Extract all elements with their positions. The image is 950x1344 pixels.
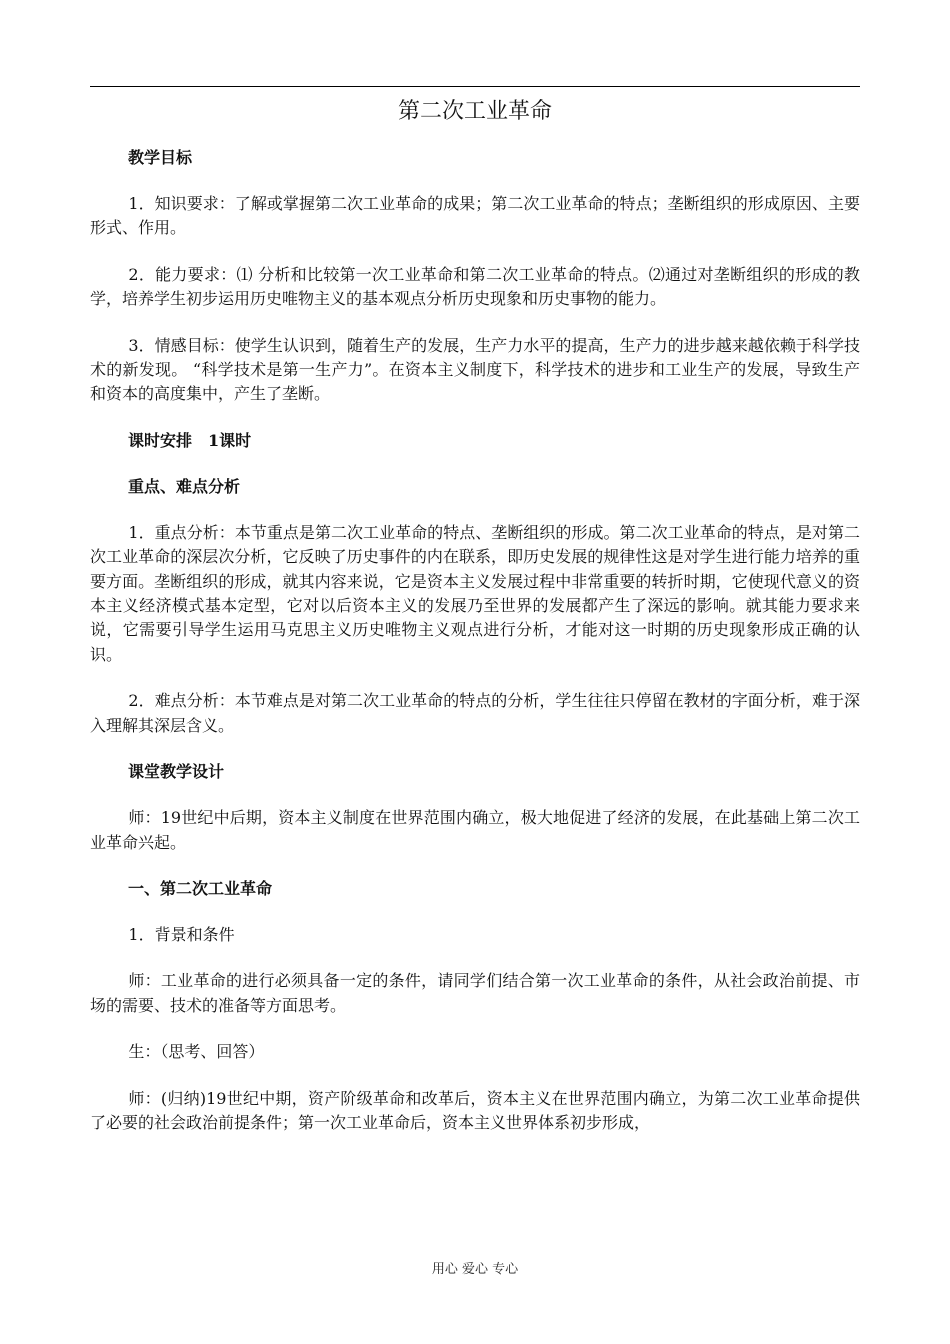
subheading-background: 1．背景和条件	[128, 924, 235, 944]
paragraph-goal-emotion: 3．情感目标：使学生认识到，随着生产的发展，生产力水平的提高，生产力的进步越来越依赖于科学技术的新发现。 “科学技术是第一生产力”。在资本主义制度下，科学技术的进步和工业生产的发展，导致生产和资本的高度集中，产生了垄断。	[90, 335, 860, 404]
document-title: 第二次工业革命	[397, 99, 552, 124]
top-rule	[90, 86, 860, 87]
paragraph-goal-knowledge: 1．知识要求：了解或掌握第二次工业革命的成果；第二次工业革命的特点；垄断组织的形成原因、主要形式、作用。	[90, 194, 860, 238]
document-page	[90, 96, 860, 1157]
paragraph-key-analysis: 1．重点分析：本节重点是第二次工业革命的特点、垄断组织的形成。第二次工业革命的特点，是对第二次工业革命的深层次分析，它反映了历史事件的内在联系，即历史发展的规律性这是对学生进行能力培养的重要方面。垄断组织的形成，就其内容来说，它是资本主义发展过程中非常重要的转折时期，它使现代意义的资本主义经济模式基本定型，它对以后资本主义的发展乃至世界的发展都产生了深远的影响。就其能力要求来说，它需要引导学生运用马克思主义历史唯物主义观点进行分析，才能对这一时期的历史现象形成正确的认识。	[90, 522, 860, 664]
heading-key-difficult-analysis: 重点、难点分析	[128, 476, 241, 496]
paragraph-student-answer: 生：（思考、回答）	[128, 1042, 265, 1062]
paragraph-teacher-summary: 师：(归纳)19世纪中期，资产阶级革命和改革后，资本主义在世界范围内确立，为第二次工业革命提供了必要的社会政治前提条件；第一次工业革命后，资本主义世界体系初步形成，	[90, 1088, 860, 1132]
paragraph-design-intro: 师：19世纪中后期，资本主义制度在世界范围内确立，极大地促进了经济的发展，在此基础上第二次工业革命兴起。	[90, 808, 860, 852]
paragraph-goal-ability: 2．能力要求：⑴ 分析和比较第一次工业革命和第二次工业革命的特点。⑵通过对垄断组织的形成的教学，培养学生初步运用历史唯物主义的基本观点分析历史现象和历史事物的能力。	[90, 264, 860, 309]
paragraph-teacher-question: 师：工业革命的进行必须具备一定的条件，请同学们结合第一次工业革命的条件，从社会政治前提、市场的需要、技术的准备等方面思考。	[90, 971, 860, 1015]
heading-class-design: 课堂教学设计	[128, 762, 225, 782]
paragraph-difficult-analysis: 2．难点分析：本节难点是对第二次工业革命的特点的分析，学生往往只停留在教材的字面分析，难于深入理解其深层含义。	[90, 691, 860, 735]
heading-teaching-goals: 教学目标	[128, 148, 193, 167]
page-footer: 用心 爱心 专心	[431, 1262, 519, 1277]
heading-schedule: 课时安排 1课时	[128, 430, 252, 450]
heading-part-one: 一、第二次工业革命	[128, 878, 273, 898]
